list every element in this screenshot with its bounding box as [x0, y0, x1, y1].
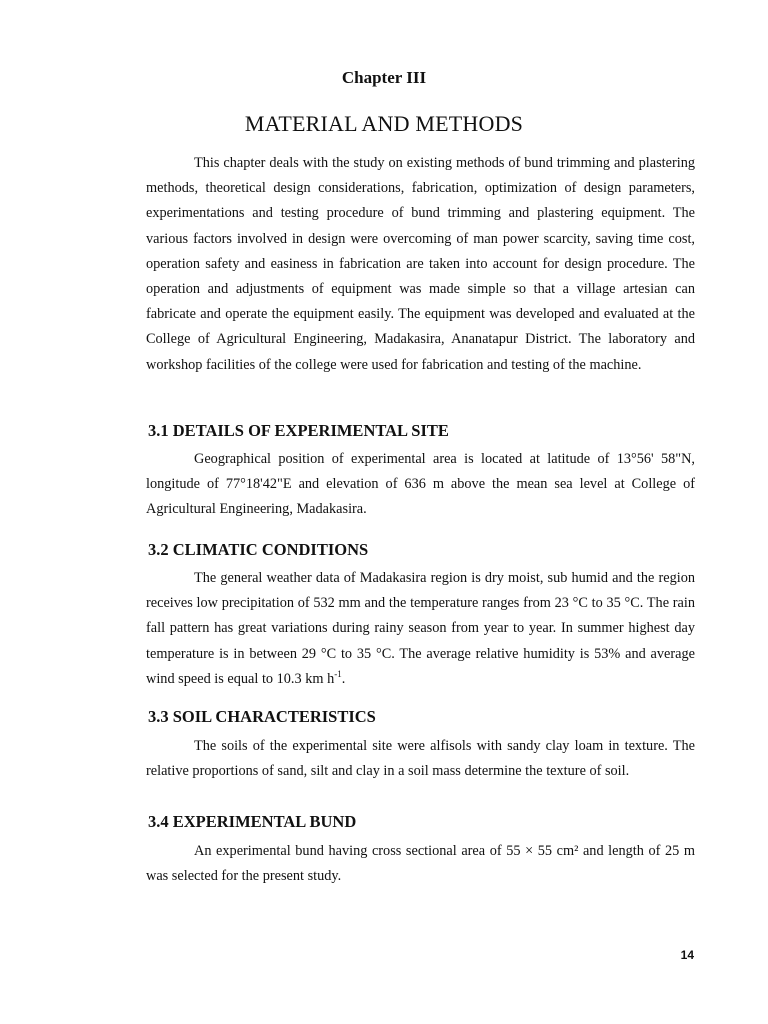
- intro-paragraph: This chapter deals with the study on existing methods of bund trimming and plastering methods, theoretical design considerations, fabrication, optimization of design parameters, experimentations and testing procedure of bund trimming and plastering equipment. The various factors involved in design were overcoming of man power scarcity, saving time cost, operation safety and easiness in fabrication are taken into account for design procedure. The operation and adjustments of equipment was made simple so that a village artesian can fabricate and operate the equipment easily. The equipment was developed and evaluated at the College of Agricultural Engineering, Madakasira, Ananatapur District. The laboratory and workshop facilities of the college were used for fabrication and testing of the machine.: [146, 155, 695, 373]
- chapter-title: MATERIAL AND METHODS: [244, 111, 524, 136]
- section-text-3-4: An experimental bund having cross sectional area of 55 × 55 cm² and length of 25 m was selected for the present study.: [146, 843, 695, 885]
- section-heading-3-3: 3.3 SOIL CHARACTERISTICS: [148, 707, 376, 726]
- climate-text-end: .: [341, 670, 346, 687]
- section-text-3-2: [146, 566, 695, 692]
- section-heading-3-4: 3.4 EXPERIMENTAL BUND: [148, 812, 357, 831]
- climate-text: The general weather data of Madakasira region is dry moist, sub humid and the region receives low precipitation of 532 mm and the temperature ranges from 23 °C to 35 °C. The rain fall pattern has great variations during rainy season from year to year. In summer highest day temperature is in between 29 °C to 35 °C. The average relative humidity is 53% and average wind speed is equal to 10.3 km h: [146, 570, 695, 687]
- chapter-label: Chapter III: [341, 68, 427, 87]
- section-heading-3-2: 3.2 CLIMATIC CONDITIONS: [148, 540, 369, 559]
- section-heading-3-1: 3.1 DETAILS OF EXPERIMENTAL SITE: [148, 421, 449, 440]
- section-text-3-3: The soils of the experimental site were alfisols with sandy clay loam in texture. The relative proportions of sand, silt and clay in a soil mass determine the texture of soil.: [146, 738, 695, 780]
- unit-superscript: -1: [334, 669, 342, 680]
- page-number: 14: [680, 948, 694, 962]
- section-text-3-1: Geographical position of experimental area is located at latitude of 13°56' 58"N, longitude of 77°18'42"E and elevation of 636 m above the mean sea level at College of Agricultural Engineering, Madakasira.: [146, 451, 695, 518]
